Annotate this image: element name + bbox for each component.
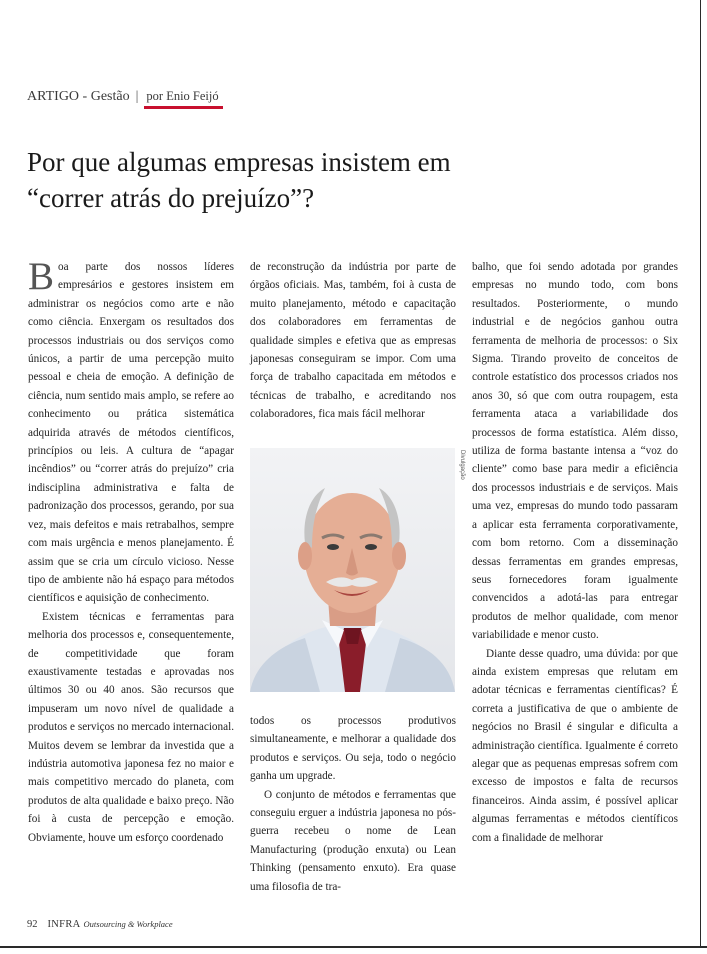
paragraph xyxy=(28,255,234,608)
paragraph: todos os processos produtivos simultaneamente, e melhorar a qualidade dos produtos e serviços. Ou seja, todo o negócio ganha um upgrade. xyxy=(250,715,456,783)
text-column-2-bottom xyxy=(250,712,456,896)
paragraph: de reconstrução da indústria por parte de órgãos oficiais. Mas, também, foi à custa de muito planejamento, método e capacitação dos colaboradores em ferramentas de qualidade simples e efetiva que as empresas japonesas conseguiram se impor. Com uma força de trabalho capacitada em métodos e técnicas de trabalho, e acreditando nos colaboradores, fica mais fácil melhorar xyxy=(250,261,456,421)
article-header xyxy=(27,89,219,105)
article-title: Por que algumas empresas insistem em “correr atrás do prejuízo”? xyxy=(27,147,451,213)
author-byline: por Enio Feijó xyxy=(146,89,219,103)
section-label: ARTIGO - Gestão xyxy=(27,89,130,104)
page-edge-right xyxy=(700,0,701,946)
drop-cap: B xyxy=(28,255,55,298)
paragraph: Diante desse quadro, uma dúvida: por que ainda existem empresas que relutam em adotar técnicas e ferramentas científicas? É correta a justificativa de que o ambiente de negócios no Brasil é singular e dificulta a administração científica. Igualmente é correto alegar que as pequenas empresas sofrem com excesso de impostos e falta de recursos financeiros. Ainda assim, é possível aplicar algumas ferramentas e métodos científicos com a finalidade de melhorar xyxy=(472,647,678,844)
page-edge-bottom xyxy=(0,946,707,948)
author-photo xyxy=(250,448,455,692)
text-column-3 xyxy=(472,258,678,847)
header-separator: | xyxy=(135,89,139,104)
magazine-subtitle: Outsourcing & Workplace xyxy=(83,919,173,929)
magazine-name: INFRA xyxy=(47,919,81,930)
paragraph-text: oa parte dos nossos líderes empresários e gestores insistem em administrar os negócios como arte e não como ciência. Enxergam os resultados dos processos industriais ou dos serviços como únicos, a partir de uma percepção muito pessoal e cheia de emoção. A definição de ciência, num sentido mais amplo, se refere ao conhecimento ou prática sistemática adquirida através de métodos científicos, princípios ou leis. A cultura de “apagar incêndios” ou “correr atrás do prejuízo” cria indisciplina administrativa e falta de padronização dos processos, gerando, por sua vez, mais defeitos e mais retrabalhos, sempre com mais urgência e menos planejamento. É assim que se cria um círculo vicioso. Nesse tipo de ambiente não há espaço para métodos científicos e aquisição de conhecimento. xyxy=(28,261,234,605)
paragraph: O conjunto de métodos e ferramentas que conseguiu erguer a indústria japonesa no pós-guerra recebeu o nome de Lean Manufacturing (produção enxuta) ou Lean Thinking (pensamento enxuto). Era quase uma filosofia de tra- xyxy=(250,788,456,893)
photo-credit: Divulgação xyxy=(459,450,465,480)
text-column-1 xyxy=(28,255,234,847)
portrait-illustration xyxy=(250,448,455,692)
paragraph: balho, que foi sendo adotada por grandes empresas no mundo todo, com bons resultados. Posteriormente, o mundo industrial e de negócios ganhou outra ferramenta de melhoria de processos: o Six Sigma. Tirando proveito de conceitos de controle estatístico dos processos criados nos anos 30, só que com outra roupagem, esta ferramenta ataca a variabilidade dos processos de forma estatística. Além disso, utiliza de forma bastante intensa a “voz do cliente” como base para medir a eficiência dos processos industriais e de serviços. Mais uma vez, empresas do mundo todo passaram a aplicar esta ferramenta corporativamente, com bom retorno. Com a disseminação dessas ferramentas em grandes empresas, seus fornecedores foram igualmente convencidos a adotá-las para entregar produtos de melhor qualidade, com menor variabilidade e menor custo. xyxy=(472,261,678,642)
text-column-2-top xyxy=(250,258,456,424)
paragraph: Existem técnicas e ferramentas para melhoria dos processos e, consequentemente, de competitividade que foram exaustivamente testadas e aprovadas nos últimos 30 ou 40 anos. São recursos que impuseram um novo nível de qualidade a produtos e serviços no mercado internacional. Muitos devem se lembrar da investida que a indústria automotiva japonesa fez no maior e mais competitivo mercado do planeta, com produtos de alta qualidade e baixo preço. Não foi à custa de percepção e emoção. Obviamente, houve um esforço coordenado xyxy=(28,610,234,844)
page-footer xyxy=(27,919,173,930)
page-number: 92 xyxy=(27,919,38,930)
